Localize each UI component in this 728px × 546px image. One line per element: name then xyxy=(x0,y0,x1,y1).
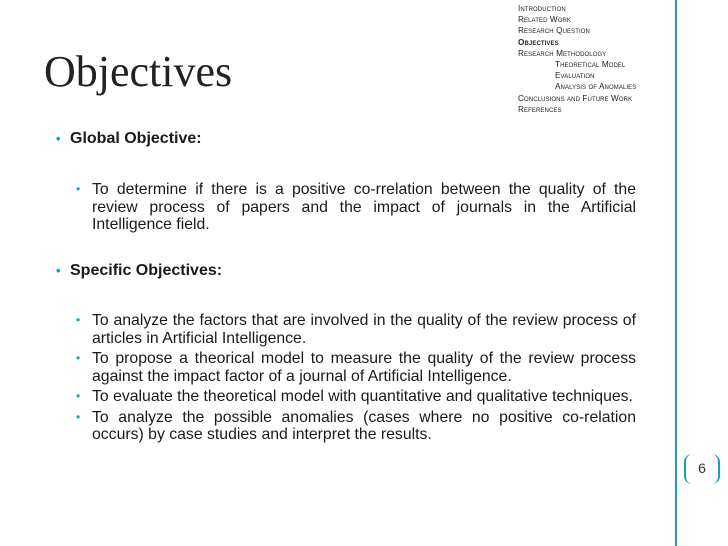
list-item xyxy=(76,409,636,444)
specific-objectives-heading-text: Specific Objectives: xyxy=(70,262,223,279)
list-item-text: To determine if there is a positive co-rrelation between the quality of the review process of papers and the impact of journals in the Artificial Intelligence field. xyxy=(92,181,636,233)
nav-item-theoretical-model[interactable]: Theoretical Model xyxy=(555,60,626,70)
nav-item-introduction[interactable]: Introduction xyxy=(518,4,566,13)
list-item xyxy=(76,312,636,347)
specific-objectives-list xyxy=(76,312,636,447)
bullet-icon: • xyxy=(76,351,81,365)
bullet-icon: • xyxy=(76,409,81,424)
global-objective-heading xyxy=(56,130,202,148)
list-item xyxy=(76,350,636,385)
bullet-icon: • xyxy=(76,182,81,196)
nav-item-research-question[interactable]: Research Question xyxy=(518,26,590,36)
page-number: 6 xyxy=(698,460,706,476)
bullet-icon: • xyxy=(56,131,61,146)
page-number-box xyxy=(684,454,720,484)
bullet-icon: • xyxy=(76,313,81,327)
list-item-text: To evaluate the theoretical model with quantitative and qualitative techniques. xyxy=(92,388,633,405)
nav-item-objectives[interactable]: Objectives xyxy=(518,37,559,47)
list-item-text: To propose a theorical model to measure the quality of the review process against the impact factor of a journal of Artificial Intelligence. xyxy=(92,350,636,385)
nav-item-conclusions-and-future-work[interactable]: Conclusions and Future Work xyxy=(518,93,633,103)
bullet-icon: • xyxy=(56,263,61,278)
section-navigation xyxy=(518,3,668,115)
bullet-icon: • xyxy=(76,389,81,403)
accent-divider-line xyxy=(675,0,677,546)
list-item xyxy=(76,388,636,406)
global-objective-heading-text: Global Objective: xyxy=(70,130,202,147)
specific-objectives-heading xyxy=(56,262,222,280)
page-title: Objectives xyxy=(44,47,233,96)
nav-item-analysis-of-anomalies[interactable]: Analysis of Anomalies xyxy=(555,82,637,92)
nav-item-references[interactable]: References xyxy=(518,104,562,114)
global-objective-list xyxy=(76,181,636,237)
list-item xyxy=(76,181,636,234)
nav-item-evaluation[interactable]: Evaluation xyxy=(555,71,595,81)
nav-item-research-methodology[interactable]: Research Methodology xyxy=(518,48,607,58)
list-item-text: To analyze the possible anomalies (cases where no positive co-relation occurs) by case studies and interpret the results. xyxy=(92,408,636,443)
nav-item-related-work[interactable]: Related Work xyxy=(518,15,572,25)
list-item-text: To analyze the factors that are involved in the quality of the review process of articles in Artificial Intelligence. xyxy=(92,312,636,347)
